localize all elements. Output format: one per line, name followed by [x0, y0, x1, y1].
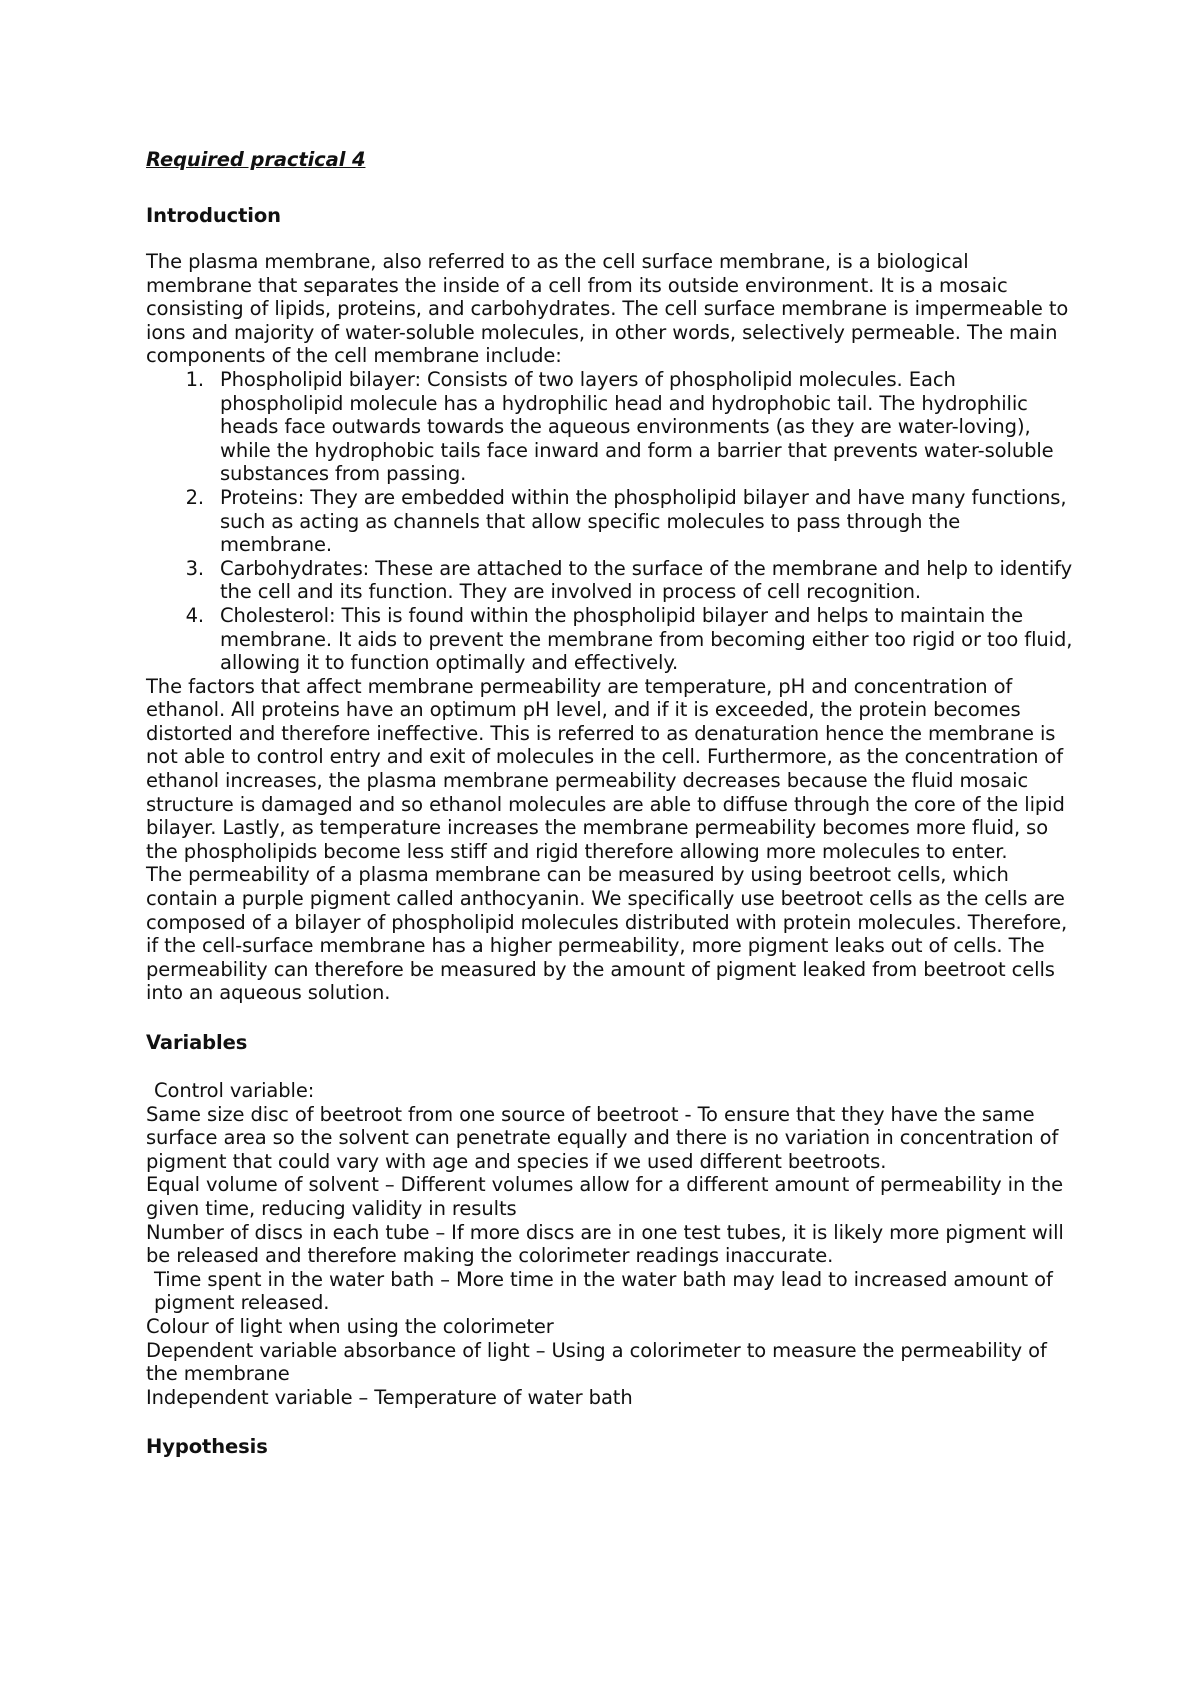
list-item-text: Phospholipid bilayer: Consists of two layers of phospholipid molecules. Each phospholipid molecule has a hydrophilic head and hydrophobic tail. The hydrophilic heads face outwards towards the aqueous environments (as they are water-loving), while the hydrophobic tails face inward and form a barrier that prevents water-soluble substances from passing.	[220, 367, 1054, 486]
list-item-text: Proteins: They are embedded within the phospholipid bilayer and have many functions, such as acting as channels that allow specific molecules to pass through the membrane.	[220, 485, 1067, 557]
list-item-number: 3.	[185, 556, 204, 580]
variable-line: Same size disc of beetroot from one source of beetroot - To ensure that they have the same surface area so the solvent can penetrate equally and there is no variation in concentration of pigment that could vary with age and species if we used different beetroots.	[146, 1102, 1059, 1173]
list-item-number: 1.	[185, 367, 204, 391]
list-item	[146, 368, 1076, 486]
list-item-text: Cholesterol: This is found within the phospholipid bilayer and helps to maintain the membrane. It aids to prevent the membrane from becoming either too rigid or too fluid, allowing it to function optimally and effectively.	[220, 603, 1073, 675]
variables-heading: Variables	[146, 1031, 248, 1054]
introduction-paragraph: The plasma membrane, also referred to as the cell surface membrane, is a biological membrane that separates the inside of a cell from its outside environment. It is a mosaic consisting of lipids, proteins, and carbohydrates. The cell surface membrane is impermeable to ions and majority of water-soluble molecules, in other words, selectively permeable. The main components of the cell membrane include:	[146, 250, 1069, 368]
list-item	[146, 557, 1076, 604]
measurement-paragraph: The permeability of a plasma membrane can be measured by using beetroot cells, which contain a purple pigment called anthocyanin. We specifically use beetroot cells as the cells are composed of a bilayer of phospholipid molecules distributed with protein molecules. Therefore, if the cell-surface membrane has a higher permeability, more pigment leaks out of cells. The permeability can therefore be measured by the amount of pigment leaked from beetroot cells into an aqueous solution.	[146, 863, 1068, 1005]
control-variable-label: Control variable:	[154, 1079, 315, 1102]
list-item	[146, 604, 1076, 675]
factors-paragraph: The factors that affect membrane permeability are temperature, pH and concentration of ethanol. All proteins have an optimum pH level, and if it is exceeded, the protein becomes distorted and therefore ineffective. This is referred to as denaturation hence the membrane is not able to control entry and exit of molecules in the cell. Furthermore, as the concentration of ethanol increases, the plasma membrane permeability decreases because the fluid mosaic structure is damaged and so ethanol molecules are able to diffuse through the core of the lipid bilayer. Lastly, as temperature increases the membrane permeability becomes more fluid, so the phospholipids become less stiff and rigid therefore allowing more molecules to enter.	[146, 674, 1065, 863]
list-item-text: Carbohydrates: These are attached to the surface of the membrane and help to identify the cell and its function. They are involved in process of cell recognition.	[220, 556, 1073, 604]
variable-line: Equal volume of solvent – Different volumes allow for a different amount of permeability in the given time, reducing validity in results	[146, 1173, 1064, 1220]
membrane-components-list	[146, 368, 1076, 675]
list-item-number: 2.	[185, 485, 204, 509]
page-title: Required practical 4	[146, 148, 366, 171]
hypothesis-heading: Hypothesis	[146, 1435, 268, 1459]
variable-line: Number of discs in each tube – If more discs are in one test tubes, it is likely more pigment will be released and therefore making the colorimeter readings inaccurate.	[146, 1220, 1064, 1268]
variable-line: Independent variable – Temperature of water bath	[146, 1385, 633, 1409]
list-item-number: 4.	[185, 603, 204, 627]
variable-line: Colour of light when using the colorimeter	[146, 1314, 554, 1338]
variable-line: Time spent in the water bath – More time in the water bath may lead to increased amount of pigment released.	[154, 1267, 1053, 1315]
document-body	[146, 148, 1076, 1459]
list-item	[146, 486, 1076, 557]
variable-line: Dependent variable absorbance of light – Using a colorimeter to measure the permeability of the membrane	[146, 1338, 1047, 1386]
introduction-heading: Introduction	[146, 204, 281, 227]
